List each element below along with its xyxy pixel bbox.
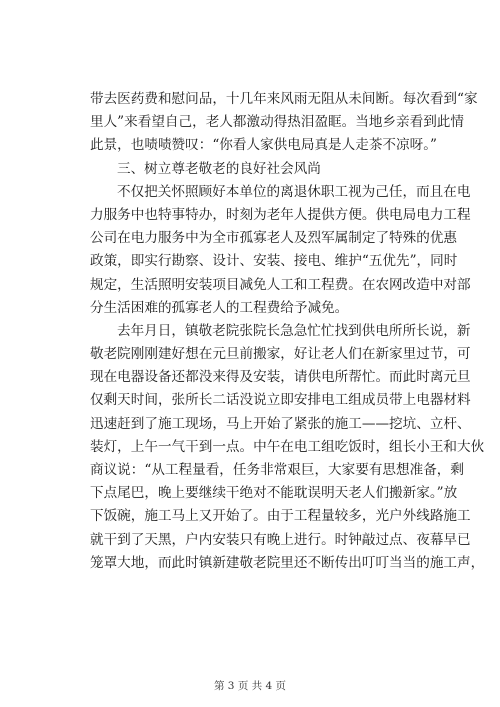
text-line: 装灯，上午一气干到一点。中午在电工组吃饭时，组长小王和大伙: [90, 438, 485, 455]
text-line: 政策，即实行勘察、设计、安装、接电、维护“五优先”，同时: [90, 253, 458, 270]
page-footer: 第 3 页 共 4 页: [213, 680, 287, 692]
text-line: 此景，也啧啧赞叹：“你看人家供电局真是人走茶不凉呀。”: [90, 137, 437, 154]
text-line: 商议说：“从工程量看，任务非常艰巨，大家要有思想准备，剩: [90, 462, 464, 478]
text-line: 分生活困难的孤寡老人的工程费给予减免。: [90, 299, 349, 316]
text-line: 下点尾巴，晚上要继续干绝对不能耽误明天老人们搬新家。”放: [90, 485, 458, 502]
text-line: 规定，生活照明安装项目减免人工和工程费。在农网改造中对部: [90, 276, 471, 293]
text-line: 带去医药费和慰问品，十几年来风雨无阻从未间断。每次看到“家: [90, 91, 478, 107]
text-line: 力服务中也特事特办，时刻为老年人提供方便。供电局电力工程: [90, 206, 471, 223]
section-heading: 三、树立尊老敬老的良好社会风尚: [117, 160, 321, 177]
text-line: 里人”来看望自己，老人都激动得热泪盈眶。当地乡亲看到此情: [90, 114, 464, 131]
text-line: 去年月日，镇敬老院张院长急急忙忙找到供电所所长说，新: [117, 322, 471, 339]
text-line: 敬老院刚刚建好想在元旦前搬家，好让老人们在新家里过节，可: [90, 346, 471, 363]
text-line: 笼罩大地，而此时镇新建敬老院里还不断传出叮叮当当的施工声，: [90, 554, 485, 571]
text-line: 迅速赶到了施工现场，马上开始了紧张的施工——挖坑、立杆、: [90, 415, 471, 432]
text-line: 仅剩天时间，张所长二话没说立即安排电工组成员带上电器材料: [90, 392, 471, 409]
document-body: [90, 88, 485, 575]
text-line: 公司在电力服务中为全市孤寡老人及烈军属制定了特殊的优惠: [90, 230, 458, 247]
text-line: 下饭碗，施工马上又开始了。由于工程量较多，光户外线路施工: [90, 508, 471, 525]
text-line: 不仅把关怀照顾好本单位的离退休职工视为己任，而且在电: [117, 183, 471, 200]
text-line: 现在电器设备还都没来得及安装，请供电所帮忙。而此时离元旦: [90, 369, 471, 386]
text-line: 就干到了天黑，户内安装只有晚上进行。时钟敲过点、夜幕早已: [90, 531, 471, 548]
